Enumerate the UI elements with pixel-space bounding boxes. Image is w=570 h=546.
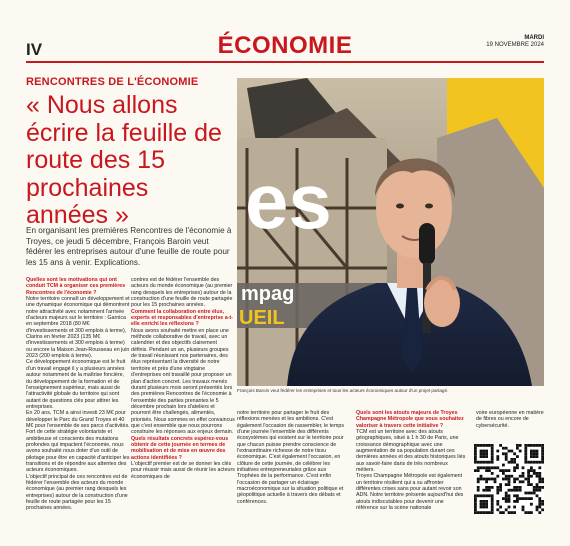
body-column-2 <box>131 277 235 546</box>
body-column-5 <box>476 410 546 440</box>
body-paragraph: En 20 ans, TCM a ainsi investi 23 M€ pour développer le Parc du Grand Troyes et 40 M€ pour l'ensemble de ses parcs d'activités. <box>26 410 130 429</box>
interview-question: Comment la collaboration entre élus, experts et responsables d'entreprise a-t-elle enrichi les réflexions ? <box>131 308 233 328</box>
header-rule <box>26 61 544 63</box>
body-column-4 <box>356 410 466 546</box>
interview-question: Quels sont les atouts majeurs de Troyes Champagne Métropole que vous souhaitez valoriser à travers cette initiative ? <box>356 410 464 429</box>
body-paragraph: L'objectif principal de ces rencontres est de fédérer l'ensemble des acteurs du monde économique (au premier rang desquels les entreprises) autour de la construction d'une feuille de route partagée pour les 15 prochaines années. <box>26 473 128 512</box>
interview-question: Quelles sont les motivations qui ont conduit TCM à organiser ces premières Rencontres de l'économie ? <box>26 277 126 296</box>
body-paragraph: Troyes Champagne Métropole est également un territoire résilient qui a su affronter différentes crises sans pour autant revoir son ADN. Notre territoire présente aujourd'hui des atouts indiscutables pour devenir une référence sur la scène nationale <box>356 473 464 512</box>
photo-illustration <box>237 78 544 386</box>
article-headline: « Nous allons écrire la feuille de route des 15 prochaines années » <box>26 91 222 229</box>
issue-date: 19 NOVEMBRE 2024 <box>486 42 544 48</box>
photo-caption: François Baroin veut fédérer les entreprises et tous les acteurs économiques autour d'un projet partagé. <box>237 388 449 393</box>
microphone-icon <box>419 223 435 265</box>
body-paragraph: TCM est un territoire avec des atouts géographiques, situé à 1 h 30 de Paris, une croissance démographique avec une augmentation de sa population durant ces dernières années et des atouts historiques liés aux savoir-faire dans de très nombreux métiers. <box>356 429 466 474</box>
backdrop-word: es <box>245 157 332 245</box>
body-column-1 <box>26 277 130 546</box>
backdrop-line-3: UEIL <box>239 307 285 329</box>
article-photo <box>237 78 544 386</box>
body-paragraph: Ce développement économique est le fruit d'un travail engagé il y a plusieurs années autour notamment de la maîtrise foncière, du développement de la formation et de l'enseignement supérieur, mais aussi de l'attractivité globale du territoire qui sont autant de questions clés pour attirer les entreprises. <box>26 359 126 410</box>
body-paragraph: voire européenne en matière de fibres ou encore de cybersécurité. <box>476 410 544 429</box>
body-paragraph: Notre territoire connaît un développement et une dynamique économique qui démontrent notre attractivité avec notamment l'arrivée d'acteurs majeurs sur le territoire : Garnica en septembre 2018 (80 M€ d'investissements et 300 emplois à terme), Clarins en février 2023 (135 M€ d'investissements et 300 emplois à terme) ou encore la Maison Jean-Rousseau en juin 2023 (200 emplois à terme). <box>26 296 130 360</box>
page-number: IV <box>26 40 43 59</box>
qr-code[interactable] <box>474 444 544 514</box>
section-title: ÉCONOMIE <box>217 32 353 59</box>
body-paragraph: L'objectif premier est de se donner les clés pour réussir mais aussi de réunir les acteurs économiques de <box>131 460 235 480</box>
body-paragraph: notre territoire pour partager le fruit des réflexions menées et les ambitions. C'est également l'occasion de rassembler, le temps d'une journée l'ensemble des différents écosystèmes qui existent sur le territoire pour que chacun puisse prendre conscience de l'extraordinaire richesse de notre tissu économique. C'est également l'occasion, en clôture de cette journée, de célébrer les initiatives entrepreneuriales grâce aux Trophées de la performance. C'est enfin l'occasion de partager un éclairage macroéconomique sur la situation politique et géopolitique actuelle à travers des débats et conférences. <box>237 410 345 505</box>
qr-code-icon <box>474 444 544 514</box>
backdrop-line-2: mpag <box>241 283 295 305</box>
body-paragraph: Fort de cette stratégie volontariste et ambitieuse et conscients des mutations profondes qui impactent l'économie, nous avons souhaité nous doter d'un outil de pilotage pour être en capacité d'anticiper les transitions et de répondre aux attentes des acteurs économiques. <box>26 429 130 474</box>
article-kicker: RENCONTRES DE L'ÉCONOMIE <box>26 76 199 88</box>
article-standfirst: En organisant les premières Rencontres de l'économie à Troyes, ce jeudi 5 décembre, François Baroin veut fédérer les entreprises autour d'une feuille de route pour les 15 ans à venir. Explications. <box>26 226 232 268</box>
issue-day: MARDI <box>524 35 544 41</box>
interview-question: Quels résultats concrets espérez-vous obtenir de cette journée en termes de mobilisation et de mise en œuvre des actions identifiées ? <box>131 435 229 461</box>
body-column-3 <box>237 410 347 546</box>
body-paragraph: Nous avons souhaité mettre en place une méthode collaborative de travail, avec un calendrier et des objectifs clairement définis. Pendant un an, plusieurs groupes de travail réunissant nos partenaires, des élus représentant la diversité de notre territoire et près d'une vingtaine d'entreprises ont travaillé pour proposer un plan d'action concret. Les travaux menés durant plusieurs mois seront présentés lors des premières Rencontres de l'économie à l'ensemble des parties prenantes le 5 décembre prochain lors d'ateliers et pourront être challengés, alimentés, priorisés. Nous sommes en effet convaincus que c'est ensemble que nous pourrons construire les réponses aux enjeux demain. <box>131 327 235 436</box>
body-paragraph: contres est de fédérer l'ensemble des acteurs du monde économique (au premier rang desquels les entreprises) autour de la construction d'une feuille de route partagée pour les 15 prochaines années. <box>131 277 233 309</box>
